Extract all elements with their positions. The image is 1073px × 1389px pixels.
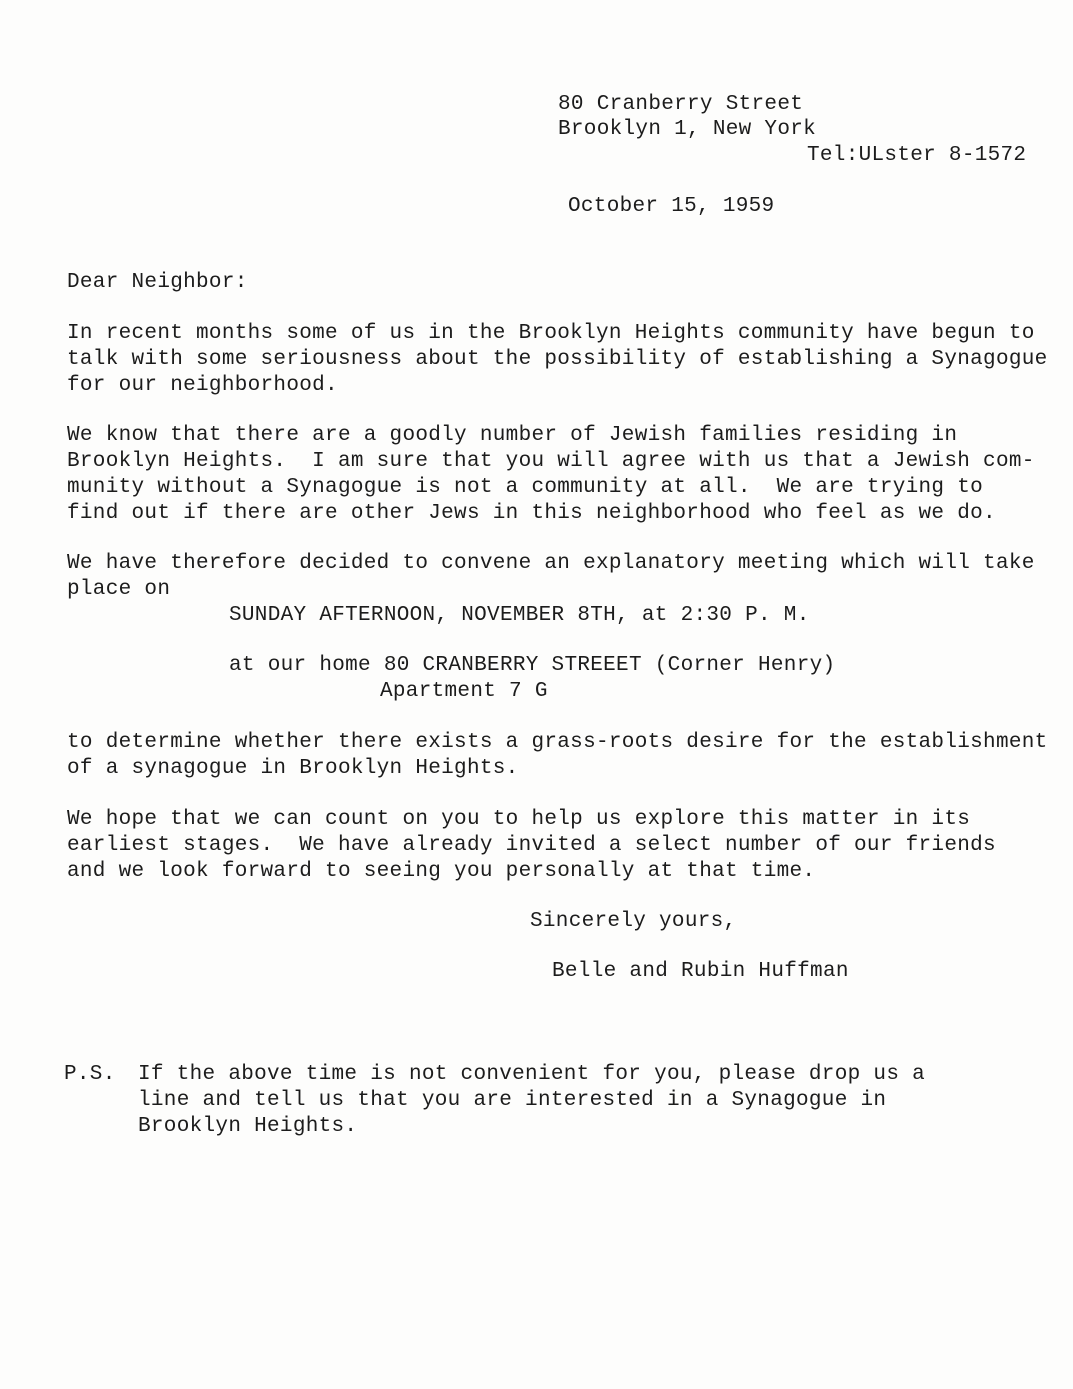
paragraph-line: We know that there are a goodly number of Jewish families residing in xyxy=(67,424,958,447)
paragraph-line: place on xyxy=(67,578,171,601)
paragraph-line: Brooklyn Heights. I am sure that you will agree with us that a Jewish com- xyxy=(67,450,1035,473)
salutation: Dear Neighbor: xyxy=(67,271,248,294)
meeting-apartment: Apartment 7 G xyxy=(380,680,548,703)
paragraph-line: find out if there are other Jews in this neighborhood who feel as we do. xyxy=(67,502,996,525)
paragraph-5 xyxy=(67,807,996,885)
paragraph-line: talk with some seriousness about the possibility of establishing a Synagogue xyxy=(67,348,1048,371)
meeting-place: at our home 80 CRANBERRY STREEET (Corner Henry) xyxy=(229,654,836,677)
meeting-time: SUNDAY AFTERNOON, NOVEMBER 8TH, at 2:30 P. M. xyxy=(229,604,810,627)
paragraph-line: of a synagogue in Brooklyn Heights. xyxy=(67,757,519,780)
postscript-line: Brooklyn Heights. xyxy=(138,1115,358,1138)
paragraph-line: earliest stages. We have already invited a select number of our friends xyxy=(67,834,996,857)
paragraph-line: We hope that we can count on you to help us explore this matter in its xyxy=(67,808,971,831)
postscript-line: If the above time is not convenient for you, please drop us a xyxy=(138,1063,926,1086)
address-line-1: 80 Cranberry Street xyxy=(558,93,804,116)
paragraph-line: and we look forward to seeing you personally at that time. xyxy=(67,860,816,883)
paragraph-line: We have therefore decided to convene an explanatory meeting which will take xyxy=(67,552,1035,575)
postscript-label: P.S. xyxy=(64,1063,116,1086)
letter-date: October 15, 1959 xyxy=(568,195,775,218)
paragraph-line: for our neighborhood. xyxy=(67,374,338,397)
signature: Belle and Rubin Huffman xyxy=(552,960,849,983)
address-line-2: Brooklyn 1, New York xyxy=(558,118,817,141)
paragraph-2 xyxy=(67,423,1035,527)
postscript-line: line and tell us that you are interested in a Synagogue in xyxy=(138,1089,887,1112)
telephone: Tel:ULster 8-1572 xyxy=(807,144,1027,167)
paragraph-4 xyxy=(67,730,1048,782)
paragraph-1 xyxy=(67,321,1048,399)
paragraph-line: munity without a Synagogue is not a community at all. We are trying to xyxy=(67,476,984,499)
paragraph-line: to determine whether there exists a grass-roots desire for the establishment xyxy=(67,731,1048,754)
postscript-text xyxy=(138,1062,925,1140)
paragraph-3 xyxy=(67,551,1035,603)
closing: Sincerely yours, xyxy=(530,910,737,933)
paragraph-line: In recent months some of us in the Brooklyn Heights community have begun to xyxy=(67,322,1035,345)
